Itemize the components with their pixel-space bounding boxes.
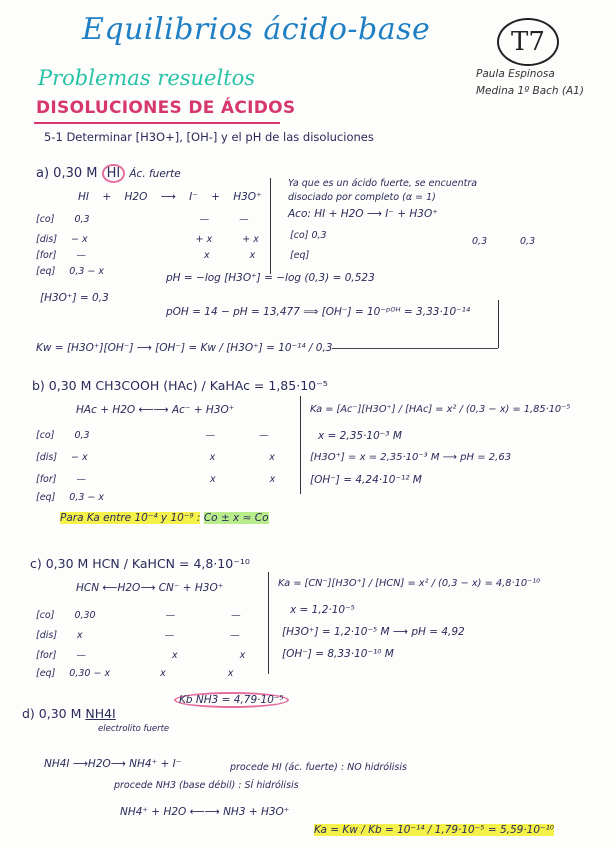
a-row-for: [for] — x x	[36, 250, 256, 261]
b-x: x = 2,35·10⁻³ M	[318, 430, 402, 442]
divider-b	[300, 396, 301, 494]
part-d-dissoc: NH4I ⟶H2O⟶ NH4⁺ + I⁻	[44, 758, 182, 770]
b-ka: Ka = [Ac⁻][H3O⁺] / [HAc] = x² / (0,3 − x) = 1,85·10⁻⁵	[310, 404, 571, 415]
c-row-eq: [eq] 0,30 − x x x	[36, 668, 234, 679]
part-d-hydrolysis: NH4⁺ + H2O ⟵⟶ NH3 + H3O⁺	[120, 806, 290, 818]
a-row-co: [co] 0,3 — —	[36, 214, 249, 225]
b-oh: [OH⁻] = 4,24·10⁻¹² M	[310, 474, 422, 486]
page-title: Equilibrios ácido-base	[82, 12, 431, 47]
part-b-reaction: HAc + H2O ⟵⟶ Ac⁻ + H3O⁺	[76, 404, 235, 416]
subtitle: Problemas resueltos	[38, 66, 256, 90]
b-hint	[60, 512, 269, 524]
part-a-reaction: HI + H2O ⟶ I⁻ + H3O⁺	[78, 191, 262, 203]
b-row-dis: [dis] − x x x	[36, 452, 275, 463]
a-row-eq: [eq] 0,3 − x	[36, 266, 105, 277]
divider-c	[268, 572, 269, 674]
a-ph: pH = −log [H3O⁺] = −log (0,3) = 0,523	[166, 272, 375, 284]
part-d-note1: procede HI (ác. fuerte) : NO hidrólisis	[230, 762, 407, 773]
a-side-note-1: Ya que es un ácido fuerte, se encuentra	[288, 178, 478, 189]
part-d-label: d) 0,30 M NH4I	[22, 706, 116, 721]
topic-badge	[497, 18, 559, 66]
part-b-label: b) 0,30 M CH3COOH (HAc) / KaHAc = 1,85·10⁻⁵	[32, 378, 328, 393]
author-course: Medina 1º Bach (A1)	[476, 85, 584, 97]
part-a-note: Ác. fuerte	[129, 168, 181, 180]
b-hint-text: Para Ka entre 10⁻⁴ y 10⁻⁹ :	[60, 512, 201, 524]
b-hint-result: Co ± x ≈ Co	[203, 512, 269, 524]
a-side-note-2: disociado por completo (α = 1)	[288, 192, 436, 203]
a-side-eq-1: 0,3	[472, 236, 488, 247]
part-d-ka: Ka = Kw / Kb = 10⁻¹⁴ / 1,79·10⁻⁵ = 5,59·10⁻¹⁰	[314, 824, 555, 836]
divider-a	[270, 178, 271, 274]
c-x: x = 1,2·10⁻⁵	[290, 604, 355, 616]
a-arrow-up	[498, 300, 499, 348]
a-row-dis: [dis] − x + x + x	[36, 234, 259, 245]
section-underline	[34, 122, 280, 124]
c-row-dis: [dis] x — —	[36, 630, 240, 641]
part-d-note2: procede NH3 (base débil) : SÍ hidrólisis	[114, 780, 299, 791]
a-poh: pOH = 14 − pH = 13,477 ⟹ [OH⁻] = 10⁻ᵖᴼᴴ = 3,33·10⁻¹⁴	[166, 306, 471, 318]
a-side-reaction: Aco: HI + H2O ⟶ I⁻ + H3O⁺	[288, 208, 438, 220]
part-a-compound: HI	[102, 164, 126, 183]
c-oh: [OH⁻] = 8,33·10⁻¹⁰ M	[282, 648, 394, 660]
part-d-compound: NH4I	[85, 706, 116, 721]
a-kw: Kw = [H3O⁺][OH⁻] ⟶ [OH⁻] = Kw / [H3O⁺] = 10⁻¹⁴ / 0,3	[36, 342, 333, 354]
a-side-eq: [eq]	[290, 250, 310, 261]
part-d-under: electrolito fuerte	[98, 724, 170, 734]
a-h3o: [H3O⁺] = 0,3	[40, 292, 109, 304]
c-h3o: [H3O⁺] = 1,2·10⁻⁵ M ⟶ pH = 4,92	[282, 626, 465, 638]
b-row-for: [for] — x x	[36, 474, 276, 485]
part-c-reaction: HCN ⟵H2O⟶ CN⁻ + H3O⁺	[76, 582, 224, 594]
c-row-co: [co] 0,30 — —	[36, 610, 241, 621]
a-arrow-line	[332, 348, 498, 349]
b-h3o: [H3O⁺] = x = 2,35·10⁻³ M ⟶ pH = 2,63	[310, 452, 512, 463]
a-side-co: [co] 0,3	[290, 230, 327, 241]
c-row-for: [for] — x x	[36, 650, 246, 661]
a-side-eq-2: 0,3	[520, 236, 536, 247]
problem-statement: 5-1 Determinar [H3O+], [OH-] y el pH de las disoluciones	[44, 130, 374, 144]
badge-label: T7	[511, 27, 545, 57]
b-row-eq: [eq] 0,3 − x	[36, 492, 105, 503]
section-heading: DISOLUCIONES DE ÁCIDOS	[36, 98, 296, 118]
part-c-label: c) 0,30 M HCN / KaHCN = 4,8·10⁻¹⁰	[30, 556, 250, 571]
part-a-label: a) 0,30 M HI Ác. fuerte	[36, 166, 181, 181]
c-ka: Ka = [CN⁻][H3O⁺] / [HCN] = x² / (0,3 − x) = 4,8·10⁻¹⁰	[278, 578, 541, 589]
part-d-kb: Kb NH3 = 4,79·10⁻⁵	[174, 694, 289, 706]
author-block	[476, 66, 584, 100]
b-row-co: [co] 0,3 — —	[36, 430, 269, 441]
author-name: Paula Espinosa	[476, 68, 555, 80]
